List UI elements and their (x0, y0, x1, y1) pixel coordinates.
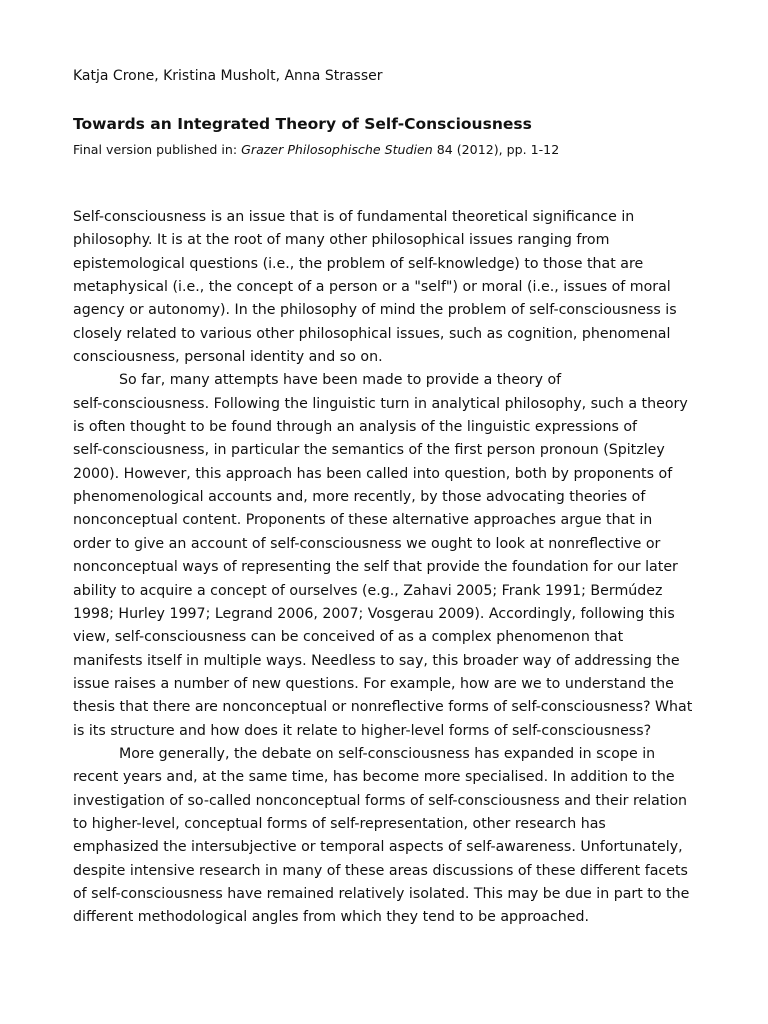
text-line: thesis that there are nonconceptual or nonreflective forms of self-consciousness? What (73, 699, 693, 716)
text-line: different methodological angles from which they tend to be approached. (73, 909, 590, 926)
text-line: agency or autonomy). In the philosophy of mind the problem of self-consciousness is (73, 302, 677, 319)
journal-name: Grazer Philosophische Studien (241, 142, 433, 157)
paper-title: Towards an Integrated Theory of Self-Consciousness (73, 115, 532, 133)
text-line: Self-consciousness is an issue that is of fundamental theoretical significance in (73, 209, 635, 225)
text-line: 2000). However, this approach has been called into question, both by proponents of (73, 465, 673, 482)
publication-details: 84 (2012), pp. 1-12 (432, 142, 560, 157)
text-line: phenomenological accounts and, more recently, by those advocating theories of (73, 489, 646, 506)
text-line: to higher-level, conceptual forms of self-representation, other research has (73, 815, 606, 832)
text-line: is often thought to be found through an analysis of the linguistic expressions of (73, 419, 638, 436)
author-list: Katja Crone, Kristina Musholt, Anna Strasser (73, 68, 383, 84)
text-line: order to give an account of self-consciousness we ought to look at nonreflective or (73, 535, 661, 552)
text-line: ability to acquire a concept of ourselves (e.g., Zahavi 2005; Frank 1991; Bermúdez (73, 582, 663, 599)
publication-info (73, 141, 559, 158)
text-line: despite intensive research in many of these areas discussions of these different facets (73, 862, 688, 879)
text-line: emphasized the intersubjective or temporal aspects of self-awareness. Unfortunately, (73, 839, 683, 856)
body-text (73, 206, 703, 930)
text-line: recent years and, at the same time, has become more specialised. In addition to the (73, 769, 675, 786)
text-line: of self-consciousness have remained relatively isolated. This may be due in part to the (73, 885, 690, 902)
text-line: philosophy. It is at the root of many other philosophical issues ranging from (73, 232, 610, 249)
text-line: issue raises a number of new questions. For example, how are we to understand the (73, 675, 674, 692)
text-line: self-consciousness, in particular the semantics of the first person pronoun (Spitzley (73, 442, 665, 459)
text-line: closely related to various other philosophical issues, such as cognition, phenomenal (73, 325, 671, 342)
text-line: is its structure and how does it relate to higher-level forms of self-consciousness? (73, 722, 652, 739)
text-line: view, self-consciousness can be conceived of as a complex phenomenon that (73, 629, 624, 646)
text-line: manifests itself in multiple ways. Needless to say, this broader way of addressing the (73, 652, 680, 669)
text-line: consciousness, personal identity and so on. (73, 349, 383, 366)
text-line: 1998; Hurley 1997; Legrand 2006, 2007; Vosgerau 2009). Accordingly, following this (73, 605, 675, 622)
text-line: self-consciousness. Following the linguistic turn in analytical philosophy, such a theory (73, 395, 688, 412)
text-line: investigation of so-called nonconceptual forms of self-consciousness and their relation (73, 792, 688, 809)
text-line: nonconceptual ways of representing the self that provide the foundation for our later (73, 559, 678, 576)
text-line: nonconceptual content. Proponents of these alternative approaches argue that in (73, 512, 653, 529)
text-line: metaphysical (i.e., the concept of a person or a "self") or moral (i.e., issues of moral (73, 279, 671, 296)
text-line: More generally, the debate on self-consciousness has expanded in scope in (119, 745, 656, 762)
publication-prefix: Final version published in: (73, 142, 242, 157)
text-line: So far, many attempts have been made to provide a theory of (119, 372, 562, 389)
text-line: epistemological questions (i.e., the problem of self-knowledge) to those that are (73, 255, 644, 272)
